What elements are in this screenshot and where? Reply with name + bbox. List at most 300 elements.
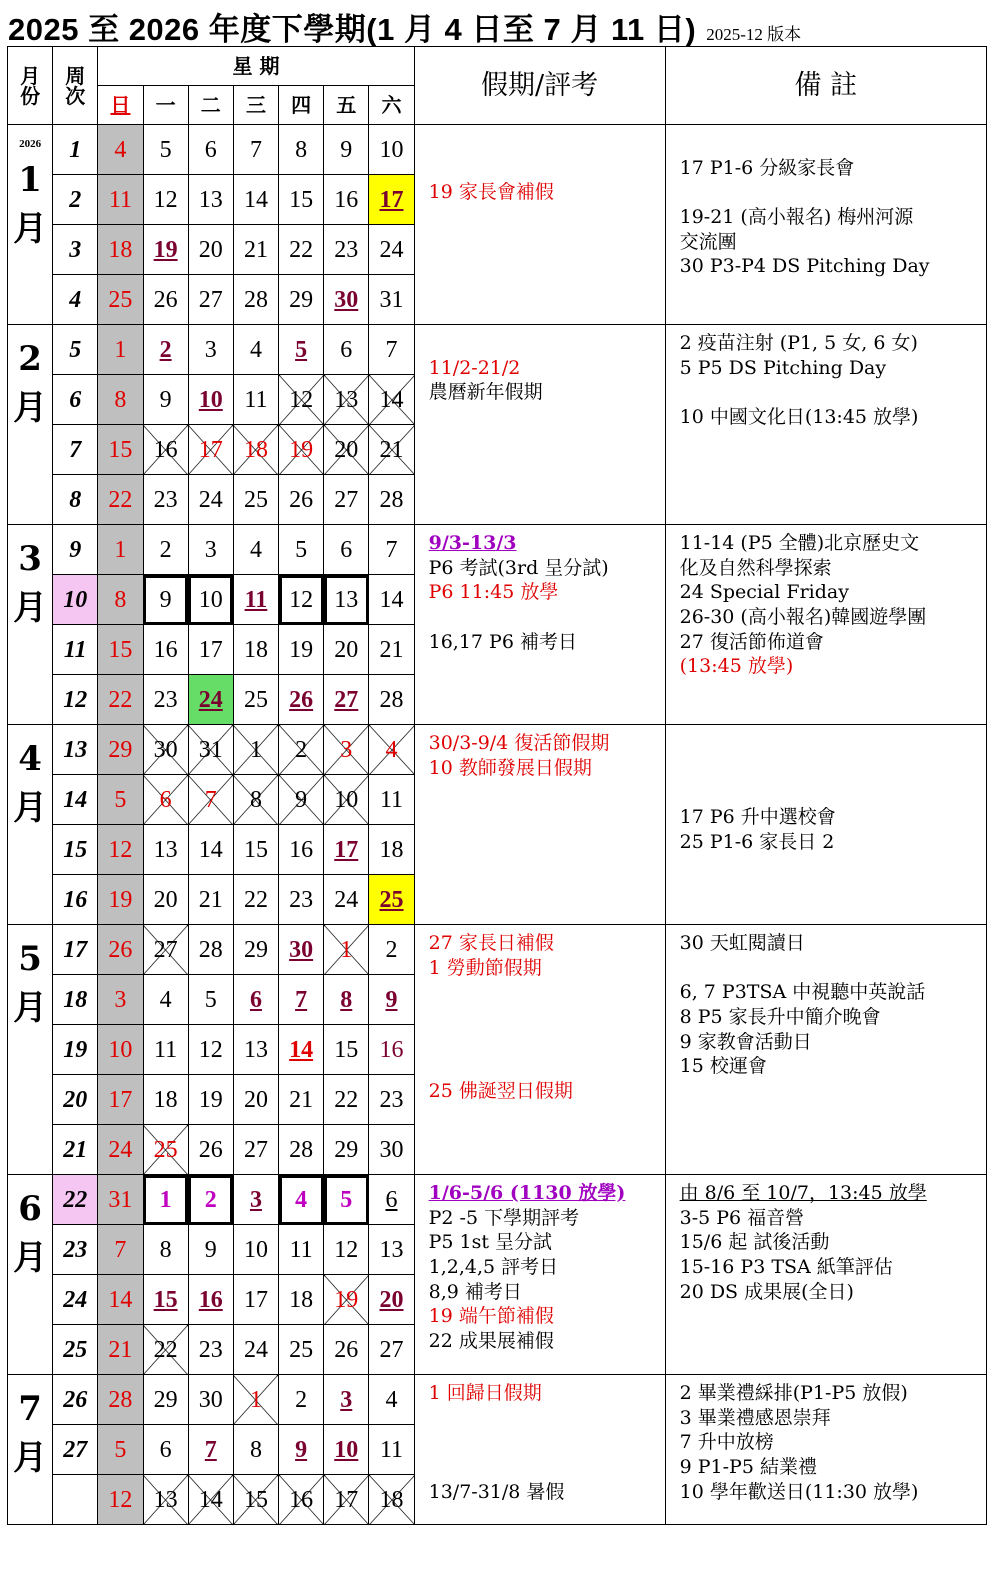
remark-line bbox=[680, 180, 980, 205]
day-cell: 12 bbox=[279, 375, 324, 425]
day-cell: 13 bbox=[233, 1025, 278, 1075]
weekday-0: 日 bbox=[98, 86, 143, 125]
month-name: 3 月 bbox=[13, 539, 48, 629]
month-name: 4 月 bbox=[13, 739, 48, 829]
day-cell: 22 bbox=[233, 875, 278, 925]
header-week bbox=[53, 47, 98, 125]
week-number: 24 bbox=[53, 1275, 98, 1325]
day-cell: 22 bbox=[98, 475, 143, 525]
holiday-line: P6 考試(3rd 呈分試) bbox=[428, 556, 609, 579]
remark-line: 8 P5 家長升中簡介晚會 bbox=[679, 1006, 881, 1029]
day-cell: 24 bbox=[188, 475, 233, 525]
month-name: 7 月 bbox=[13, 1389, 48, 1479]
day-cell: 12 bbox=[324, 1225, 369, 1275]
remark-line: 17 P1-6 分級家長會 bbox=[679, 156, 855, 179]
week-number: 12 bbox=[53, 675, 98, 725]
header-week-bottom: 次 bbox=[65, 83, 86, 108]
remark-line: 化及自然科學探索 bbox=[679, 556, 832, 579]
day-cell: 20 bbox=[324, 425, 369, 475]
month-name: 6 月 bbox=[13, 1189, 48, 1279]
day-cell: 10 bbox=[188, 375, 233, 425]
remark-line: 2 疫苗注射 (P1, 5 女, 6 女) bbox=[679, 332, 918, 354]
remark-line: 3-5 P6 福音營 bbox=[679, 1206, 805, 1229]
day-cell: 14 bbox=[369, 575, 414, 625]
remarks-cell bbox=[665, 525, 986, 725]
page-title bbox=[8, 4, 988, 47]
day-cell: 5 bbox=[279, 525, 324, 575]
week-row bbox=[8, 125, 987, 175]
day-cell: 12 bbox=[188, 1025, 233, 1075]
week-number: 26 bbox=[53, 1375, 98, 1425]
remark-line: 30 P3-P4 DS Pitching Day bbox=[679, 255, 930, 278]
day-cell: 6 bbox=[369, 1175, 414, 1225]
week-number: 16 bbox=[53, 875, 98, 925]
day-cell: 1 bbox=[233, 1375, 278, 1425]
day-cell: 3 bbox=[233, 1175, 278, 1225]
day-cell: 23 bbox=[188, 1325, 233, 1375]
holiday-line: 農曆新年假期 bbox=[428, 381, 543, 404]
day-cell: 22 bbox=[98, 675, 143, 725]
header-month bbox=[8, 47, 53, 125]
header-month-bottom: 份 bbox=[20, 83, 41, 108]
holiday-line bbox=[429, 980, 659, 1005]
day-cell: 2 bbox=[369, 925, 414, 975]
week-number: 2 bbox=[53, 175, 98, 225]
header-week-top: 周 bbox=[65, 63, 86, 88]
day-cell: 21 bbox=[369, 425, 414, 475]
week-number: 7 bbox=[53, 425, 98, 475]
week-row bbox=[8, 1375, 987, 1425]
holidays-cell bbox=[414, 725, 665, 925]
school-calendar-table bbox=[7, 46, 987, 1525]
day-cell: 8 bbox=[324, 975, 369, 1025]
remarks-cell bbox=[665, 1175, 986, 1375]
remark-line: 26-30 (高小報名)韓國遊學團 bbox=[679, 606, 927, 629]
day-cell: 17 bbox=[188, 425, 233, 475]
remark-line: (13:45 放學) bbox=[679, 655, 794, 678]
holiday-line bbox=[429, 1455, 659, 1480]
day-cell: 16 bbox=[143, 625, 188, 675]
day-cell: 4 bbox=[233, 525, 278, 575]
week-number: 21 bbox=[53, 1125, 98, 1175]
day-cell: 1 bbox=[233, 725, 278, 775]
day-cell: 27 bbox=[324, 675, 369, 725]
weekday-1: 一 bbox=[143, 86, 188, 125]
day-cell: 27 bbox=[188, 275, 233, 325]
day-cell: 13 bbox=[324, 575, 369, 625]
week-row bbox=[8, 1175, 987, 1225]
day-cell: 6 bbox=[143, 1425, 188, 1475]
day-cell: 2 bbox=[279, 1375, 324, 1425]
remark-line: 7 升中放榜 bbox=[679, 1431, 774, 1454]
day-cell: 10 bbox=[324, 1425, 369, 1475]
week-number: 4 bbox=[53, 275, 98, 325]
day-cell: 1 bbox=[324, 925, 369, 975]
day-cell: 16 bbox=[188, 1275, 233, 1325]
day-cell: 18 bbox=[143, 1075, 188, 1125]
day-cell: 6 bbox=[188, 125, 233, 175]
day-cell: 8 bbox=[143, 1225, 188, 1275]
month-label bbox=[8, 1375, 53, 1525]
remark-line: 9 P1-P5 結業禮 bbox=[679, 1456, 817, 1479]
day-cell: 19 bbox=[279, 425, 324, 475]
day-cell: 20 bbox=[143, 875, 188, 925]
day-cell: 15 bbox=[324, 1025, 369, 1075]
week-number: 22 bbox=[53, 1175, 98, 1225]
remark-line: 3 畢業禮感恩崇拜 bbox=[679, 1406, 831, 1429]
holiday-line: 1 勞動節假期 bbox=[428, 956, 542, 979]
day-cell: 26 bbox=[143, 275, 188, 325]
day-cell: 15 bbox=[98, 425, 143, 475]
day-cell: 11 bbox=[98, 175, 143, 225]
holiday-line: 1 回歸日假期 bbox=[428, 1382, 542, 1404]
day-cell: 7 bbox=[188, 775, 233, 825]
day-cell: 13 bbox=[143, 825, 188, 875]
weekday-3: 三 bbox=[233, 86, 278, 125]
day-cell: 7 bbox=[98, 1225, 143, 1275]
day-cell: 18 bbox=[98, 225, 143, 275]
remark-line: 交流團 bbox=[679, 230, 737, 253]
day-cell: 2 bbox=[279, 725, 324, 775]
remark-line: 15/6 起 試後活動 bbox=[679, 1231, 830, 1254]
remarks-cell bbox=[665, 325, 986, 525]
day-cell: 18 bbox=[233, 625, 278, 675]
weekday-5: 五 bbox=[324, 86, 369, 125]
day-cell: 23 bbox=[324, 225, 369, 275]
day-cell: 10 bbox=[233, 1225, 278, 1275]
week-number bbox=[53, 1475, 98, 1525]
day-cell: 15 bbox=[233, 1475, 278, 1525]
day-cell: 30 bbox=[369, 1125, 414, 1175]
week-row bbox=[8, 325, 987, 375]
holiday-line bbox=[429, 331, 659, 356]
day-cell: 31 bbox=[369, 275, 414, 325]
day-cell: 5 bbox=[279, 325, 324, 375]
day-cell: 20 bbox=[233, 1075, 278, 1125]
remark-line bbox=[680, 756, 980, 781]
day-cell: 18 bbox=[369, 1475, 414, 1525]
day-cell: 6 bbox=[324, 325, 369, 375]
week-number: 18 bbox=[53, 975, 98, 1025]
header-month-top: 月 bbox=[20, 63, 41, 88]
day-cell: 2 bbox=[143, 325, 188, 375]
day-cell: 4 bbox=[369, 1375, 414, 1425]
day-cell: 11 bbox=[233, 375, 278, 425]
day-cell: 1 bbox=[98, 325, 143, 375]
day-cell: 7 bbox=[369, 525, 414, 575]
week-number: 11 bbox=[53, 625, 98, 675]
week-number: 10 bbox=[53, 575, 98, 625]
day-cell: 14 bbox=[369, 375, 414, 425]
day-cell: 19 bbox=[279, 625, 324, 675]
remark-line: 25 P1-6 家長日 2 bbox=[679, 830, 835, 853]
day-cell: 27 bbox=[233, 1125, 278, 1175]
remark-line: 5 P5 DS Pitching Day bbox=[679, 356, 887, 379]
week-number: 14 bbox=[53, 775, 98, 825]
day-cell: 27 bbox=[143, 925, 188, 975]
remark-line bbox=[680, 956, 980, 981]
holiday-line: 11/2-21/2 bbox=[428, 356, 521, 379]
day-cell: 25 bbox=[279, 1325, 324, 1375]
day-cell: 28 bbox=[98, 1375, 143, 1425]
day-cell: 12 bbox=[98, 825, 143, 875]
month-name: 5 月 bbox=[13, 939, 48, 1029]
remark-line bbox=[680, 380, 980, 405]
day-cell: 2 bbox=[188, 1175, 233, 1225]
day-cell: 4 bbox=[98, 125, 143, 175]
holidays-cell bbox=[414, 525, 665, 725]
remark-line: 19-21 (高小報名) 梅州河源 bbox=[679, 206, 914, 229]
header-weekday-title: 星 期 bbox=[98, 47, 414, 86]
week-number: 1 bbox=[53, 125, 98, 175]
week-number: 8 bbox=[53, 475, 98, 525]
month-label bbox=[8, 725, 53, 925]
holiday-line: P5 1st 呈分試 bbox=[428, 1231, 553, 1254]
day-cell: 8 bbox=[279, 125, 324, 175]
month-year: 2026 bbox=[19, 138, 42, 150]
month-label bbox=[8, 525, 53, 725]
holiday-line: 1,2,4,5 評考日 bbox=[428, 1256, 559, 1279]
day-cell: 8 bbox=[233, 1425, 278, 1475]
weekday-6: 六 bbox=[369, 86, 414, 125]
month-label bbox=[8, 1175, 53, 1375]
day-cell: 28 bbox=[369, 675, 414, 725]
holiday-line: 16,17 P6 補考日 bbox=[428, 630, 577, 653]
day-cell: 10 bbox=[188, 575, 233, 625]
day-cell: 4 bbox=[279, 1175, 324, 1225]
week-number: 27 bbox=[53, 1425, 98, 1475]
day-cell: 21 bbox=[188, 875, 233, 925]
remark-line: 15-16 P3 TSA 紙筆評估 bbox=[679, 1256, 893, 1279]
day-cell: 15 bbox=[279, 175, 324, 225]
remark-line: 11-14 (P5 全體)北京歷史文 bbox=[679, 532, 920, 554]
day-cell: 14 bbox=[98, 1275, 143, 1325]
holiday-line bbox=[429, 1005, 659, 1030]
month-label bbox=[8, 325, 53, 525]
day-cell: 29 bbox=[279, 275, 324, 325]
day-cell: 24 bbox=[188, 675, 233, 725]
day-cell: 1 bbox=[143, 1175, 188, 1225]
day-cell: 10 bbox=[98, 1025, 143, 1075]
day-cell: 28 bbox=[233, 275, 278, 325]
week-number: 25 bbox=[53, 1325, 98, 1375]
day-cell: 11 bbox=[369, 775, 414, 825]
remark-line: 10 學年歡送日(11:30 放學) bbox=[679, 1480, 919, 1503]
day-cell: 12 bbox=[279, 575, 324, 625]
remark-line: 24 Special Friday bbox=[679, 581, 849, 604]
holidays-cell bbox=[414, 1175, 665, 1375]
week-number: 17 bbox=[53, 925, 98, 975]
day-cell: 19 bbox=[98, 875, 143, 925]
holidays-cell bbox=[414, 325, 665, 525]
day-cell: 28 bbox=[369, 475, 414, 525]
day-cell: 10 bbox=[369, 125, 414, 175]
day-cell: 11 bbox=[143, 1025, 188, 1075]
holiday-line bbox=[429, 1406, 659, 1431]
day-cell: 28 bbox=[279, 1125, 324, 1175]
day-cell: 9 bbox=[324, 125, 369, 175]
holiday-line: 1/6-5/6 (1130 放學) bbox=[428, 1182, 626, 1204]
holiday-line bbox=[429, 1030, 659, 1055]
week-number: 9 bbox=[53, 525, 98, 575]
day-cell: 7 bbox=[279, 975, 324, 1025]
weekday-2: 二 bbox=[188, 86, 233, 125]
day-cell: 4 bbox=[143, 975, 188, 1025]
month-name: 1 月 bbox=[13, 160, 48, 250]
day-cell: 17 bbox=[324, 1475, 369, 1525]
holidays-cell bbox=[414, 1375, 665, 1525]
day-cell: 21 bbox=[279, 1075, 324, 1125]
day-cell: 17 bbox=[98, 1075, 143, 1125]
day-cell: 7 bbox=[369, 325, 414, 375]
day-cell: 25 bbox=[369, 875, 414, 925]
remark-line bbox=[680, 780, 980, 805]
header-holidays: 假期/評考 bbox=[414, 47, 665, 125]
title-main: 2025 至 2026 年度下學期(1 月 4 日至 7 月 11 日) bbox=[8, 12, 697, 47]
holiday-line bbox=[429, 156, 659, 181]
day-cell: 9 bbox=[143, 375, 188, 425]
day-cell: 4 bbox=[369, 725, 414, 775]
header-remarks: 備 註 bbox=[665, 47, 986, 125]
day-cell: 14 bbox=[188, 1475, 233, 1525]
day-cell: 11 bbox=[369, 1425, 414, 1475]
day-cell: 30 bbox=[143, 725, 188, 775]
holiday-line: 19 家長會補假 bbox=[428, 181, 554, 204]
day-cell: 5 bbox=[188, 975, 233, 1025]
day-cell: 16 bbox=[324, 175, 369, 225]
day-cell: 24 bbox=[98, 1125, 143, 1175]
day-cell: 16 bbox=[369, 1025, 414, 1075]
day-cell: 13 bbox=[143, 1475, 188, 1525]
day-cell: 8 bbox=[98, 375, 143, 425]
week-row bbox=[8, 925, 987, 975]
week-number: 23 bbox=[53, 1225, 98, 1275]
day-cell: 22 bbox=[324, 1075, 369, 1125]
holiday-line: 27 家長日補假 bbox=[428, 932, 554, 954]
day-cell: 21 bbox=[233, 225, 278, 275]
day-cell: 19 bbox=[324, 1275, 369, 1325]
remark-line: 17 P6 升中選校會 bbox=[679, 806, 836, 829]
day-cell: 23 bbox=[369, 1075, 414, 1125]
day-cell: 8 bbox=[233, 775, 278, 825]
day-cell: 9 bbox=[188, 1225, 233, 1275]
week-number: 15 bbox=[53, 825, 98, 875]
day-cell: 17 bbox=[324, 825, 369, 875]
month-name: 2 月 bbox=[13, 339, 48, 429]
week-number: 5 bbox=[53, 325, 98, 375]
holiday-line: 13/7-31/8 暑假 bbox=[428, 1480, 565, 1503]
remark-line bbox=[680, 731, 980, 756]
day-cell: 20 bbox=[188, 225, 233, 275]
day-cell: 24 bbox=[324, 875, 369, 925]
day-cell: 1 bbox=[98, 525, 143, 575]
day-cell: 13 bbox=[324, 375, 369, 425]
day-cell: 9 bbox=[369, 975, 414, 1025]
day-cell: 24 bbox=[233, 1325, 278, 1375]
day-cell: 16 bbox=[279, 825, 324, 875]
day-cell: 5 bbox=[98, 775, 143, 825]
day-cell: 8 bbox=[98, 575, 143, 625]
day-cell: 26 bbox=[98, 925, 143, 975]
day-cell: 30 bbox=[324, 275, 369, 325]
day-cell: 28 bbox=[188, 925, 233, 975]
day-cell: 9 bbox=[279, 1425, 324, 1475]
day-cell: 19 bbox=[143, 225, 188, 275]
holiday-line: 8,9 補考日 bbox=[428, 1280, 522, 1303]
remark-line: 15 校運會 bbox=[679, 1055, 767, 1078]
day-cell: 18 bbox=[369, 825, 414, 875]
remark-line: 由 8/6 至 10/7，13:45 放學 bbox=[679, 1182, 927, 1204]
week-number: 19 bbox=[53, 1025, 98, 1075]
day-cell: 3 bbox=[98, 975, 143, 1025]
remark-line: 20 DS 成果展(全日) bbox=[679, 1280, 854, 1303]
day-cell: 19 bbox=[188, 1075, 233, 1125]
week-number: 3 bbox=[53, 225, 98, 275]
holiday-line: 9/3-13/3 bbox=[428, 532, 517, 554]
day-cell: 6 bbox=[143, 775, 188, 825]
day-cell: 3 bbox=[188, 525, 233, 575]
day-cell: 20 bbox=[369, 1275, 414, 1325]
day-cell: 29 bbox=[324, 1125, 369, 1175]
day-cell: 26 bbox=[279, 675, 324, 725]
day-cell: 18 bbox=[233, 425, 278, 475]
day-cell: 29 bbox=[233, 925, 278, 975]
day-cell: 13 bbox=[369, 1225, 414, 1275]
holiday-line: 25 佛誕翌日假期 bbox=[428, 1080, 573, 1103]
day-cell: 25 bbox=[233, 475, 278, 525]
day-cell: 16 bbox=[143, 425, 188, 475]
day-cell: 21 bbox=[98, 1325, 143, 1375]
remark-line: 2 畢業禮綵排(P1-P5 放假) bbox=[679, 1382, 908, 1404]
day-cell: 5 bbox=[324, 1175, 369, 1225]
day-cell: 6 bbox=[324, 525, 369, 575]
day-cell: 10 bbox=[324, 775, 369, 825]
holiday-line: P2 -5 下學期評考 bbox=[428, 1206, 580, 1229]
holidays-cell bbox=[414, 125, 665, 325]
week-number: 13 bbox=[53, 725, 98, 775]
holiday-line: 10 教師發展日假期 bbox=[428, 756, 592, 779]
day-cell: 27 bbox=[324, 475, 369, 525]
day-cell: 15 bbox=[98, 625, 143, 675]
day-cell: 5 bbox=[98, 1425, 143, 1475]
remark-line bbox=[680, 131, 980, 156]
day-cell: 26 bbox=[279, 475, 324, 525]
remarks-cell bbox=[665, 725, 986, 925]
day-cell: 4 bbox=[233, 325, 278, 375]
day-cell: 31 bbox=[98, 1175, 143, 1225]
day-cell: 12 bbox=[98, 1475, 143, 1525]
day-cell: 12 bbox=[143, 175, 188, 225]
day-cell: 15 bbox=[143, 1275, 188, 1325]
day-cell: 9 bbox=[279, 775, 324, 825]
holidays-cell bbox=[414, 925, 665, 1175]
day-cell: 5 bbox=[143, 125, 188, 175]
day-cell: 21 bbox=[369, 625, 414, 675]
week-row bbox=[8, 525, 987, 575]
day-cell: 7 bbox=[188, 1425, 233, 1475]
day-cell: 11 bbox=[233, 575, 278, 625]
day-cell: 3 bbox=[188, 325, 233, 375]
day-cell: 6 bbox=[233, 975, 278, 1025]
remark-line: 9 家教會活動日 bbox=[679, 1030, 812, 1053]
holiday-line: 22 成果展補假 bbox=[428, 1330, 554, 1353]
day-cell: 23 bbox=[143, 675, 188, 725]
remarks-cell bbox=[665, 125, 986, 325]
weekday-4: 四 bbox=[279, 86, 324, 125]
day-cell: 31 bbox=[188, 725, 233, 775]
day-cell: 17 bbox=[233, 1275, 278, 1325]
day-cell: 17 bbox=[369, 175, 414, 225]
